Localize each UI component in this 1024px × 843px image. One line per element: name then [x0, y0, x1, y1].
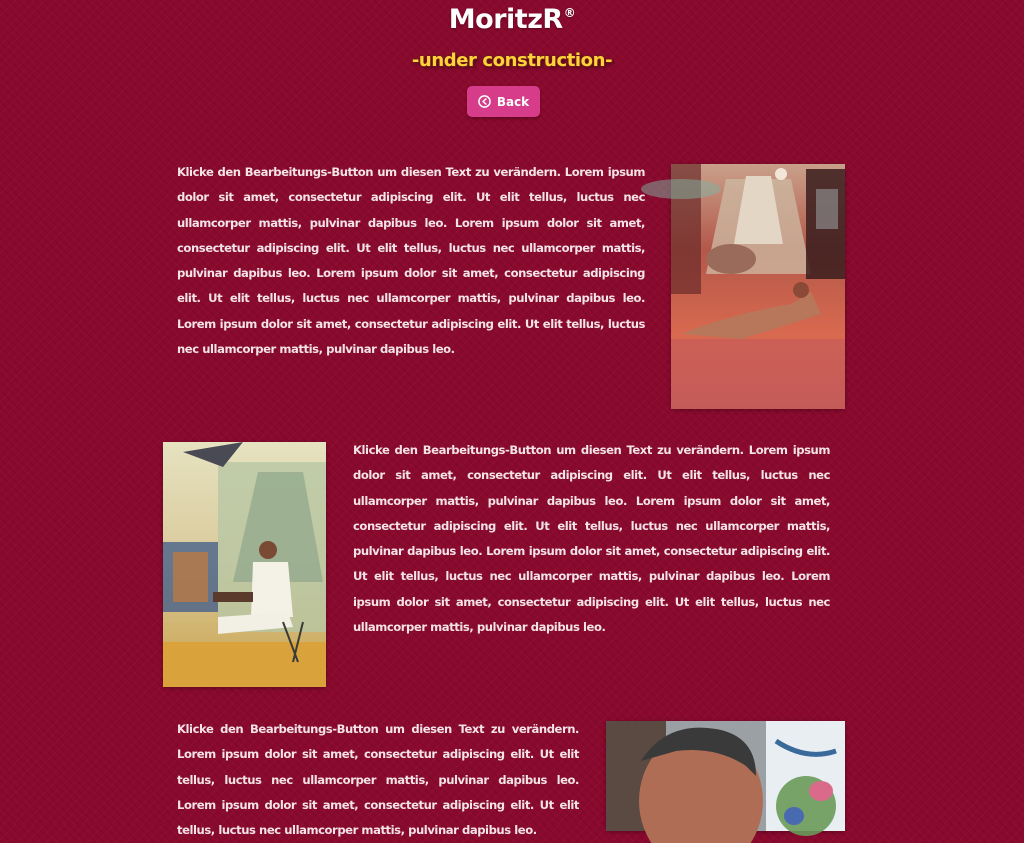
tagline: -under construction-: [411, 50, 613, 71]
back-button[interactable]: [467, 86, 540, 117]
section-3-photo: [606, 721, 845, 831]
section-1-photo: [671, 164, 845, 409]
section-2-text: Klicke den Bearbeitungs-Button um diesen Text zu verändern. Lorem ipsum dolor sit amet, consectetur adipiscing elit. Ut elit tellus, luctus nec ullamcorper mattis, pulvinar dapibus leo. Lorem ipsum dolor sit amet, consectetur adipiscing elit. Ut elit tellus, luctus nec ullamcorper mattis, pulvinar dapibus leo. Lorem ipsum dolor sit amet, consectetur adipiscing elit. Ut elit tellus, luctus nec ullamcorper mattis, pulvinar dapibus leo. Lorem ipsum dolor sit amet, consectetur adipiscing elit. Ut elit tellus, luctus nec ullamcorper mattis, pulvinar dapibus leo.: [353, 443, 830, 635]
section-3-text: Klicke den Bearbeitungs-Button um diesen Text zu verändern. Lorem ipsum dolor sit amet, consectetur adipiscing elit. Ut elit tellus, luctus nec ullamcorper mattis, pulvinar dapibus leo. Lorem ipsum dolor sit amet, consectetur adipiscing elit. Ut elit tellus, luctus nec ullamcorper mattis, pulvinar dapibus leo.: [177, 722, 579, 838]
back-button-label: Back: [496, 94, 530, 109]
section-1-text: Klicke den Bearbeitungs-Button um diesen Text zu verändern. Lorem ipsum dolor sit amet, consectetur adipiscing elit. Ut elit tellus, luctus nec ullamcorper mattis, pulvinar dapibus leo. Lorem ipsum dolor sit amet, consectetur adipiscing elit. Ut elit tellus, luctus nec ullamcorper mattis, pulvinar dapibus leo. Lorem ipsum dolor sit amet, consectetur adipiscing elit. Ut elit tellus, luctus nec ullamcorper mattis, pulvinar dapibus leo. Lorem ipsum dolor sit amet, consectetur adipiscing elit. Ut elit tellus, luctus nec ullamcorper mattis, pulvinar dapibus leo.: [177, 165, 645, 357]
registered-mark: ®: [563, 6, 576, 20]
back-arrow-circle-icon: [478, 95, 491, 108]
site-logo[interactable]: [0, 4, 1024, 35]
logo-text: MoritzR: [448, 4, 563, 35]
section-2-photo: [163, 442, 326, 687]
